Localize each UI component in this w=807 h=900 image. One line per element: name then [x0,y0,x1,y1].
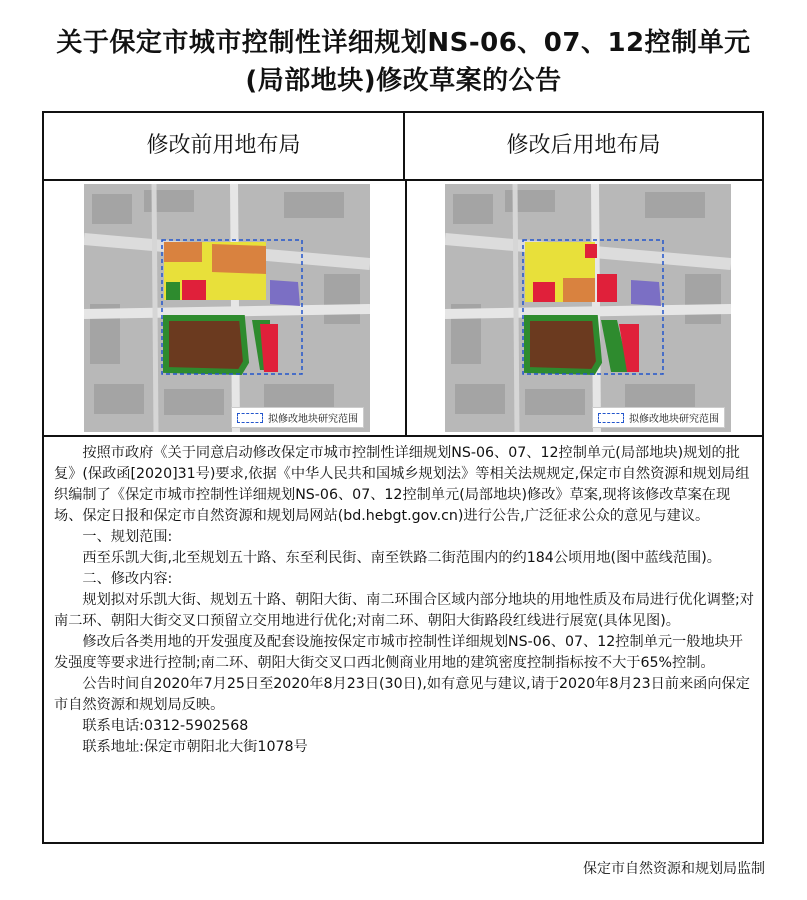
map-legend [231,407,364,428]
contact-address: 联系地址:保定市朝阳北大街1078号 [82,739,308,755]
page-title-line2: (局部地块)修改草案的公告 [245,66,562,96]
paragraph-intro: 按照市政府《关于同意启动修改保定市城市控制性详细规划NS-06、07、12控制单元(局部地块)规划的批复》(保政函[2020]31号)要求,依据《中华人民共和国城乡规划法》等相关法规规定,保定市自然资源和规划局组织编制了《保定市城市控制性详细规划NS-06、07、12控制单元(局部地块)修改》草案,现将该修改草案在现场、保定日报和保定市自然资源和规划局网站(bd.hebgt.gov.cn)进行公告,广泛征求公众的意见与建议。 [54,445,750,524]
paragraph-period: 公告时间自2020年7月25日至2020年8月23日(30日),如有意见与建议,请于2020年8月23日前来函向保定市自然资源和规划局反映。 [54,676,750,713]
paragraph-changes: 规划拟对乐凯大街、规划五十路、朝阳大街、南二环围合区域内部分地块的用地性质及布局进行优化调整;对南二环、朝阳大街交叉口预留立交用地进行优化;对南二环、朝阳大街路段红线进行展宽(具体见图)。 [54,592,754,629]
contact-phone: 联系电话:0312-5902568 [82,718,249,734]
paragraph-intensity: 修改后各类用地的开发强度及配套设施按保定市城市控制性详细规划NS-06、07、12控制单元一般地块开发强度等要求进行控制;南二环、朝阳大街交叉口西北侧商业用地的建筑密度控制指标按不大于65%控制。 [54,634,743,671]
before-layout-header: 修改前用地布局 [44,113,405,181]
column-divider [405,181,407,437]
page-title-line1: 关于保定市城市控制性详细规划NS-06、07、12控制单元 [56,28,751,58]
dashed-boundary-icon [237,413,263,423]
after-layout-header: 修改后用地布局 [405,113,762,181]
map-legend [592,407,725,428]
map-row [44,181,762,437]
notice-body [54,443,754,758]
section-heading-scope: 一、规划范围: [82,529,173,545]
section-heading-changes: 二、修改内容: [82,571,173,587]
notice-frame [42,111,764,844]
legend-label: 拟修改地块研究范围 [268,414,358,425]
legend-label: 拟修改地块研究范围 [629,414,719,425]
dashed-boundary-icon [598,413,624,423]
footer-credit: 保定市自然资源和规划局监制 [583,861,765,877]
before-layout-map [84,184,370,432]
after-layout-map [445,184,731,432]
paragraph-scope: 西至乐凯大街,北至规划五十路、东至利民街、南至铁路二街范围内的约184公顷用地(图中蓝线范围)。 [82,550,721,566]
